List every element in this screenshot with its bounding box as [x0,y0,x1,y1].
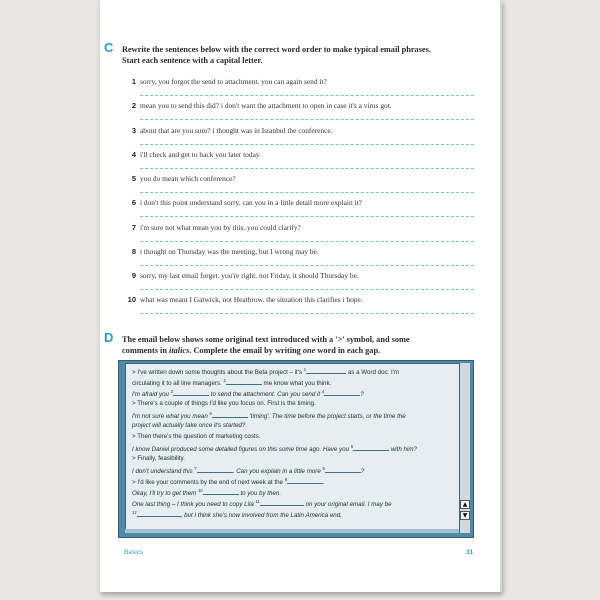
email-comment: , but I think she's now involved from the Latin America end. [180,512,342,520]
item-number: 4 [131,150,136,159]
exercise-item [122,77,474,99]
item-number: 7 [131,223,136,232]
email-scrollbar[interactable] [459,363,470,533]
email-line [132,411,458,420]
email-text: as a Word doc. I'm [346,369,400,377]
email-comment: on your original email. I may be [303,501,392,509]
answer-gap[interactable] [306,373,346,374]
item-number: 1 [131,77,136,86]
instr-text: comments in [122,346,170,355]
answer-line[interactable] [140,216,474,217]
answer-line[interactable] [140,144,474,145]
email-line [132,510,458,519]
email-comment: I know Daniel produced some detailed figures on this some time ago. Have you [132,446,351,454]
item-number: 6 [131,198,136,207]
answer-gap[interactable] [260,505,304,506]
email-line [132,400,458,407]
email-line [132,422,458,429]
exercise-item [122,174,474,196]
email-text: > I'd like your comments by the end of next week at the [132,479,285,487]
email-line [132,488,458,497]
email-line [132,499,458,508]
answer-gap[interactable] [137,516,181,517]
email-text: me know what you think. [261,380,332,388]
instr-text: . Complete the email by writing [189,346,303,355]
item-text: sorry, you forgot the send to attachment. you can again send it? [140,77,327,86]
exercise-item [122,295,474,317]
section-c-letter: C [104,40,114,55]
answer-line[interactable] [140,168,474,169]
email-comment: project will actually take once it's started? [132,422,246,429]
section-c-instruction-line-2: Start each sentence with a capital letter. [122,56,263,65]
email-text: > Then there's the question of marketing costs. [132,433,261,440]
scroll-down-arrow-icon[interactable]: ▼ [460,511,470,520]
gap-number: 7 [194,466,197,471]
exercise-item [122,271,474,293]
exercise-item [122,223,474,245]
gap-number: 4 [321,389,325,394]
page-edge-right [500,0,502,592]
email-window [118,360,474,538]
item-text: i thought on Thursday was the meeting, but I wrong may be. [140,247,319,256]
item-number: 9 [131,271,136,280]
answer-line[interactable] [140,192,474,193]
email-comment: I don't understand this [132,468,195,476]
gap-number: 9 [284,477,288,482]
email-line [132,466,458,475]
gap-number: 3 [170,389,174,394]
exercise-item [122,247,474,269]
email-line [132,367,458,376]
section-d-instruction-line-1: The email below shows some original text introduced with a '>' symbol, and some [122,335,410,344]
item-number: 8 [131,247,136,256]
page-edge-left [98,0,100,592]
answer-gap[interactable] [212,417,248,418]
answer-gap[interactable] [353,450,389,451]
section-c-instruction-line-1: Rewrite the sentences below with the correct word order to make typical email phrases. [122,45,431,54]
item-number: 3 [131,126,136,135]
email-body [125,363,461,531]
email-comment: I'm afraid you [132,391,171,399]
instr-italic: italics [169,346,190,355]
answer-line[interactable] [140,265,474,266]
email-line [132,433,458,440]
answer-line[interactable] [140,313,474,314]
gap-number: 2 [223,378,226,383]
section-d-instructions [122,334,474,356]
item-text: mean you to send this did? i don't want the attachment to open in case it's a virus got. [140,101,392,110]
answer-gap[interactable] [173,395,209,396]
gap-number: 10 [198,488,203,493]
exercise-item [122,101,474,123]
email-line [132,477,458,486]
answer-line[interactable] [140,119,474,120]
answer-gap[interactable] [287,483,323,484]
email-text: > I've written down some thoughts about the Beta project – it's [132,369,304,377]
page-number: 31 [466,549,474,556]
item-number: 5 [131,174,136,183]
answer-line[interactable] [140,241,474,242]
email-comment: to send the attachment. Can you send it [209,391,322,399]
email-comment: to you by then. [238,490,282,498]
exercise-item [122,198,474,220]
item-text: what was meant I Gatwick, not Heathrow. the situation this clarifies i hope. [140,295,363,304]
email-window-bottom-bar [125,529,459,533]
answer-gap[interactable] [324,395,360,396]
answer-gap[interactable] [203,494,239,495]
email-line [132,378,458,387]
section-c-instructions [122,44,474,66]
email-text: > Finally, feasibility. [132,455,185,462]
section-d-letter: D [104,330,114,345]
email-line [132,444,458,453]
email-line [132,455,458,462]
email-line [132,389,458,398]
gap-number: 6 [350,444,354,449]
instr-text: word in each gap. [315,346,381,355]
scroll-up-arrow-icon[interactable]: ▲ [460,500,470,509]
item-text: i'll check and get to back you later today. [140,150,261,159]
email-text: . [323,479,325,487]
gap-number: 11 [255,499,260,504]
footer-section-label: Basics [124,549,144,556]
email-comment: . Can you explain in a little more [232,468,323,476]
answer-line[interactable] [140,289,474,290]
exercise-item [122,126,474,148]
section-d-instruction-line-2 [122,345,474,356]
item-text: about that are you sure? i thought was in Istanbul the conference. [140,126,333,135]
email-comment: Okay, I'll try to get them [132,490,199,498]
email-comment: with him? [389,446,417,454]
answer-gap[interactable] [226,384,262,385]
email-text: circulating it to all line managers. [132,380,224,388]
item-text: i'm sure not what mean you by this. you could clarify? [140,223,301,232]
item-text: you do mean which conference? [140,174,236,183]
item-number: 10 [127,295,136,304]
email-text: > There's a couple of things I'd like you focus on. First is the timing. [132,400,316,407]
item-text: i don't this point understand sorry. can you in a little detail more explain it? [140,198,362,207]
answer-gap[interactable] [197,472,233,473]
email-comment: 'timing'. The time before the project starts, or the time the [247,413,406,421]
instr-italic: one [302,346,316,355]
answer-gap[interactable] [325,472,361,473]
email-comment: One last thing – I think you need to copy Lila [132,501,256,509]
gap-number: 5 [209,411,212,416]
gap-number: 12 [132,510,137,515]
exercise-item [122,150,474,172]
email-comment: ? [360,391,364,399]
gap-number: 8 [322,466,325,471]
item-number: 2 [131,101,136,110]
gap-number: 1 [303,367,307,372]
email-comment: I'm not sure what you mean [132,413,210,421]
email-comment: ? [360,468,365,476]
item-text: sorry, my last email forget. you're right. not Friday, it should Thursday be. [140,271,359,280]
answer-line[interactable] [140,95,474,96]
